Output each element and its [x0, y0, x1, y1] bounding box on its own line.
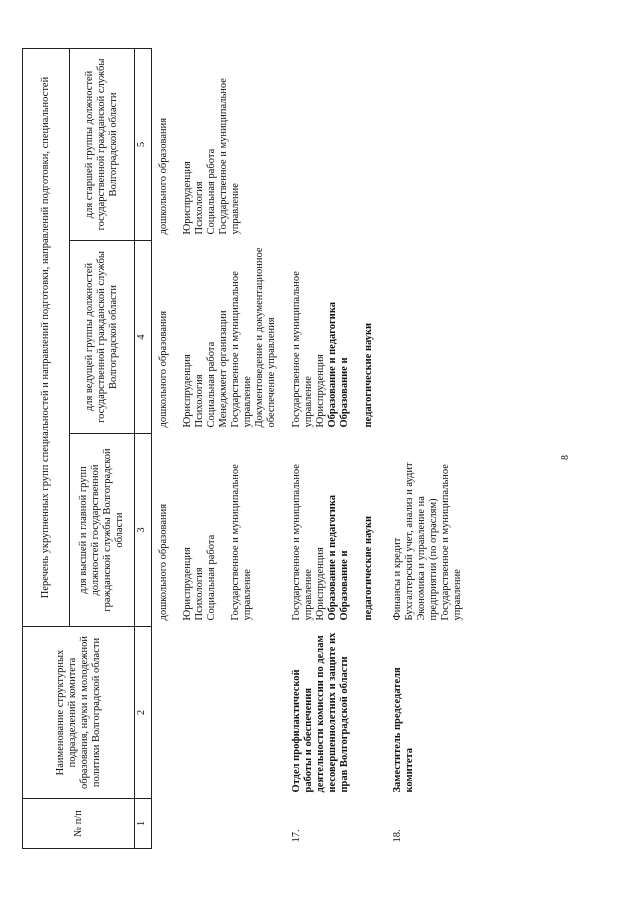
list-item: Юриспруденция: [315, 547, 326, 621]
list-item: Психология: [194, 181, 205, 235]
cell-lead: [378, 241, 467, 434]
list-item: Образование и: [339, 550, 350, 621]
list-item: Социальная работа: [206, 148, 217, 235]
row-num: [152, 799, 282, 849]
header-list: Перечень укрупненных групп специальностей и направлений подготовки, направлений подготовки, специальностей: [23, 49, 70, 627]
cell-senior: [152, 434, 282, 627]
list-item: дошкольного образования: [158, 503, 169, 621]
list-item: дошкольного образования: [158, 117, 169, 235]
page-number: 8: [560, 455, 571, 460]
list-item: Социальная работа: [206, 341, 217, 428]
col-number: 3: [135, 434, 152, 627]
row-name: Заместитель председателя комитета: [392, 667, 415, 793]
cell-senior: [281, 434, 378, 627]
list-item: Юриспруденция: [182, 547, 193, 621]
col-number: 5: [135, 49, 152, 241]
specialties-table: [22, 48, 467, 849]
table-row: [152, 49, 282, 849]
col-number: 4: [135, 241, 152, 434]
table-row: [281, 49, 378, 849]
list-item: педагогические науки: [363, 322, 374, 428]
cell-senior: [378, 434, 467, 627]
header-lead: для ведущей группы должностей государственной гражданской службы Волгоградской области: [70, 241, 135, 434]
list-item: Образование и: [339, 357, 350, 428]
row-name: Отдел профилактической работы и обеспечения деятельности комиссии по делам несовершеннолетних и защите их прав Волгоградской области: [291, 632, 350, 793]
list-item: Психология: [194, 567, 205, 621]
col-number: 2: [135, 627, 152, 799]
list-item: Государственное и муниципальное управление: [291, 271, 314, 428]
list-item: Государственное и муниципальное управление: [291, 464, 314, 621]
list-item: Государственное и муниципальное управление: [218, 78, 241, 235]
header-name: Наименование структурных подразделений комитета образования, науки и молодежной политики Волгоградской области: [23, 627, 135, 799]
list-item: Экономика и управление на предприятии (по отраслям): [416, 496, 439, 621]
list-item: Юриспруденция: [315, 354, 326, 428]
cell-lead: [281, 241, 378, 434]
header-senior: для высшей и главной групп должностей государственной гражданской службы Волгоградской области: [70, 434, 135, 627]
list-item: Юриспруденция: [182, 161, 193, 235]
cell-old: [152, 49, 282, 241]
list-item: Социальная работа: [206, 534, 217, 621]
cell-lead: [152, 241, 282, 434]
list-item: Образование и педагогика: [327, 495, 338, 621]
list-item: Государственное и муниципальное управление: [230, 271, 253, 428]
row-name: [152, 627, 282, 799]
list-item: Менеджмент организации: [218, 310, 229, 428]
cell-old: [378, 49, 467, 241]
col-number: 1: [135, 799, 152, 849]
list-item: Финансы и кредит: [392, 537, 403, 621]
list-item: Государственное и муниципальное управление: [230, 464, 253, 621]
cell-old: [281, 49, 378, 241]
row-num: 18.: [392, 829, 403, 843]
header-num: № п/п: [23, 799, 135, 849]
list-item: Юриспруденция: [182, 354, 193, 428]
list-item: Бухгалтерский учет, анализ и аудит: [404, 462, 415, 621]
list-item: педагогические науки: [363, 515, 374, 621]
list-item: Образование и педагогика: [327, 302, 338, 428]
list-item: дошкольного образования: [158, 310, 169, 428]
list-item: Психология: [194, 374, 205, 428]
list-item: Документоведение и документационное обеспечение управления: [254, 247, 277, 428]
table-row: [378, 49, 467, 849]
header-old: для старшей группы должностей государственной гражданской службы Волгоградской области: [70, 49, 135, 241]
row-num: 17.: [291, 829, 302, 843]
list-item: Государственное и муниципальное управление: [440, 464, 463, 621]
